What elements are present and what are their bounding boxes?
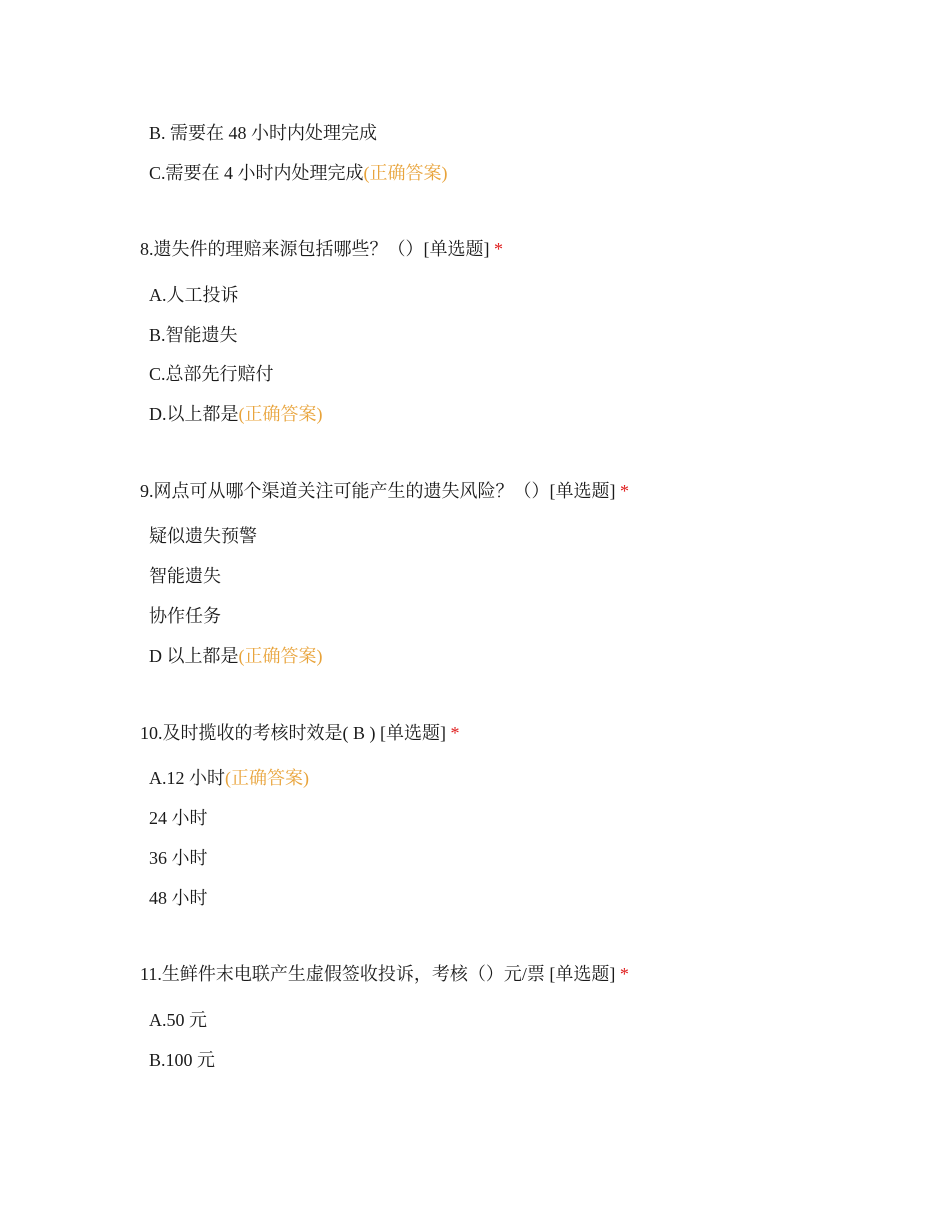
option-text: B.智能遗失 bbox=[149, 325, 238, 345]
question-text: 11.生鲜件末电联产生虚假签收投诉，考核（）元/票 [单选题] bbox=[140, 964, 616, 984]
option-q8-d bbox=[149, 402, 323, 426]
option-text: 36 小时 bbox=[149, 848, 208, 868]
option-q9-c bbox=[149, 604, 221, 628]
option-q7-b bbox=[149, 121, 377, 145]
required-mark: * bbox=[494, 239, 503, 259]
question-text: 10.及时揽收的考核时效是( B ) [单选题] bbox=[140, 723, 446, 743]
option-text: B.100 元 bbox=[149, 1050, 216, 1070]
option-text: A.人工投诉 bbox=[149, 285, 239, 305]
option-text: 智能遗失 bbox=[149, 566, 221, 586]
option-q8-c bbox=[149, 362, 274, 386]
option-q10-b bbox=[149, 806, 208, 830]
correct-answer-label: (正确答案) bbox=[238, 646, 323, 666]
option-text: 协作任务 bbox=[149, 606, 221, 626]
required-mark: * bbox=[450, 723, 460, 743]
option-q11-b bbox=[149, 1048, 215, 1072]
option-text: 24 小时 bbox=[149, 808, 208, 828]
option-q9-a bbox=[149, 524, 257, 548]
option-q11-a bbox=[149, 1008, 207, 1032]
option-text: C.总部先行赔付 bbox=[149, 364, 274, 384]
question-title-9 bbox=[140, 479, 629, 503]
correct-answer-label: (正确答案) bbox=[363, 163, 448, 183]
option-text: D.以上都是 bbox=[149, 404, 239, 424]
option-q10-a bbox=[149, 766, 309, 790]
question-title-11 bbox=[140, 962, 629, 986]
option-text: A.50 元 bbox=[149, 1010, 207, 1030]
option-q8-b bbox=[149, 323, 238, 347]
option-q10-d bbox=[149, 886, 208, 910]
option-text: A.12 小时 bbox=[149, 768, 225, 788]
option-q10-c bbox=[149, 846, 208, 870]
option-text: 48 小时 bbox=[149, 888, 208, 908]
option-text: B. 需要在 48 小时内处理完成 bbox=[149, 123, 378, 143]
question-title-10 bbox=[140, 721, 459, 745]
correct-answer-label: (正确答案) bbox=[225, 768, 309, 788]
option-text: 疑似遗失预警 bbox=[149, 526, 257, 546]
question-text: 8.遗失件的理赔来源包括哪些？（）[单选题] bbox=[140, 239, 490, 259]
option-q9-d bbox=[149, 644, 323, 668]
required-mark: * bbox=[619, 964, 629, 984]
option-q7-c bbox=[149, 161, 448, 185]
option-text: C.需要在 4 小时内处理完成 bbox=[149, 163, 364, 183]
option-text: D 以上都是 bbox=[149, 646, 239, 666]
question-title-8 bbox=[140, 237, 503, 261]
required-mark: * bbox=[620, 481, 629, 501]
question-text: 9.网点可从哪个渠道关注可能产生的遗失风险？（）[单选题] bbox=[140, 481, 616, 501]
option-q8-a bbox=[149, 283, 239, 307]
option-q9-b bbox=[149, 564, 221, 588]
correct-answer-label: (正确答案) bbox=[238, 404, 323, 424]
